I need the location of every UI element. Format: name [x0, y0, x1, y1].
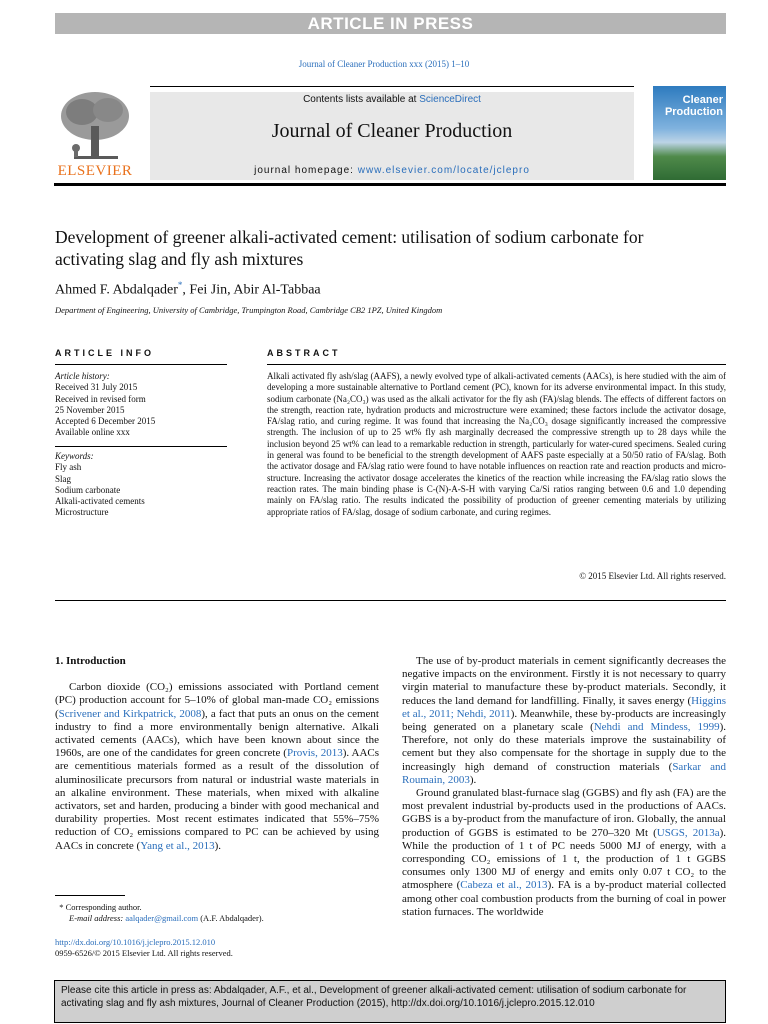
keyword-item: Fly ash	[55, 462, 82, 473]
homepage-line	[150, 165, 634, 176]
article-in-press-banner: ARTICLE IN PRESS	[55, 13, 726, 34]
journal-title: Journal of Cleaner Production	[271, 120, 513, 142]
history-rule	[55, 446, 227, 447]
contents-line	[150, 94, 634, 105]
cover-title: Cleaner Production	[664, 94, 723, 118]
tree-icon	[54, 88, 136, 162]
journal-reference-link[interactable]: Journal of Cleaner Production xxx (2015) 1–10	[298, 59, 470, 69]
paragraph: Carbon dioxide (CO₂) emissions associated with Portland cement (PC) production account for 5–10% of global man-made CO₂ emissions (Scrivener and Kirkpatrick, 2008), a fact that puts an onus on the cement industry to find a more environmentally benign alternative. Alkali activated cements (AACs), which have been known about since the 1960s, are one of the candidates for green concrete (Provis, 2013). AACs are cementitious materials formed as a result of the dissolution of aluminosilicate precursors from natural or industrial waste materials in an alkaline environment. These materials, when mixed with alkaline activators, set and harden, producing a binder with good mechanical and durability properties. Most recent estimates indicated that 55%–75% reduction of CO₂ emissions compared to PC can be achieved by using AACs in concrete (Yang et al., 2013).	[55, 681, 380, 852]
keywords-label: Keywords:	[55, 451, 94, 461]
keywords	[55, 451, 227, 519]
author-list	[55, 280, 321, 299]
journal-header	[150, 92, 634, 180]
abstract-bottom-rule	[55, 600, 726, 601]
contents-prefix: Contents lists available at	[303, 94, 420, 105]
section-heading: 1. Introduction	[55, 655, 126, 667]
header-bottom-rule	[54, 183, 726, 186]
doi-block	[55, 937, 375, 959]
issn-line: 0959-6526/© 2015 Elsevier Ltd. All rights reserved.	[55, 948, 233, 958]
header-top-rule	[150, 86, 634, 87]
abstract-rule	[267, 364, 726, 365]
article-info-heading: ARTICLE INFO	[55, 348, 154, 358]
article-info-rule	[55, 364, 227, 365]
abstract-copyright: © 2015 Elsevier Ltd. All rights reserved.	[579, 571, 726, 581]
history-label: Article history:	[55, 371, 110, 381]
affiliation: Department of Engineering, University of Cambridge, Trumpington Road, Cambridge CB2 1PZ, United Kingdom	[55, 305, 443, 315]
paragraph: Ground granulated blast-furnace slag (GGBS) and fly ash (FA) are the most prevalent industrial by-products used in the productions of AACs. GGBS is a by-product from the manufacture of iron. Globally, the annual production of GGBS is estimated to be 270–320 Mt (USGS, 2013a). While the production of 1 t of PC needs 5000 MJ of energy, with a corresponding CO₂ emissions of 1 t, the production of 1 t GGBS consumes only 1300 MJ of energy and emits only 0.07 t CO₂ to the atmosphere (Cabeza et al., 2013). FA is a by-product material collected among other coal combustion products from the burning of coal in power station furnaces. The worldwide	[402, 787, 726, 918]
keyword-item: Microstructure	[55, 507, 109, 518]
citation-link[interactable]: Sarkar and Roumain, 2003	[402, 760, 727, 786]
history-item: Available online xxx	[55, 427, 130, 438]
citation-link[interactable]: USGS, 2013a	[656, 826, 720, 839]
keyword-item: Slag	[55, 473, 72, 484]
footnote-corresponding: * Corresponding author.	[59, 902, 142, 912]
doi-link[interactable]: http://dx.doi.org/10.1016/j.jclepro.2015.12.010	[55, 937, 216, 947]
footnote-email: E-mail address: aalqader@gmail.com (A.F. Abdalqader).	[69, 913, 264, 923]
citation-link[interactable]: Nehdi and Mindess, 1999	[593, 721, 720, 734]
corresponding-author-mark[interactable]: *	[177, 280, 183, 290]
article-history	[55, 371, 227, 439]
paragraph: The use of by-product materials in cement significantly decreases the negative impacts on the environment. Firstly it is not necessary to quarry virgin material to manufacture these by-product materials. Secondly, it reduces the land demand for landfilling. Finally, it saves energy (Higgins et al., 2011; Nehdi, 2011). Meanwhile, these by-products are increasingly being generated on a planetary scale (Nehdi and Mindess, 1999). Therefore, not only do these materials improve the sustainability of cement but they also compensate for the shortage in supply due to the increasingly high demand of construction materials (Sarkar and Roumain, 2003).	[402, 655, 727, 786]
keyword-item: Alkali-activated cements	[55, 496, 145, 507]
citation-link[interactable]: Higgins et al., 2011; Nehdi, 2011	[402, 694, 726, 720]
citation-box: Please cite this article in press as: Abdalqader, A.F., et al., Development of greener alkali-activated cement: utilisation of sodium carbonate for activating slag and fly ash mixtures, Journal of Cleaner Production (2015), http://dx.doi.org/10.1016/j.jclepro.2015.12.010	[54, 980, 726, 1023]
citation-link[interactable]: Cabeza et al., 2013	[460, 879, 548, 892]
co-authors[interactable]: , Fei Jin, Abir Al-Tabbaa	[182, 282, 321, 298]
email-link[interactable]: aalqader@gmail.com	[125, 913, 199, 923]
elsevier-logo[interactable]	[54, 88, 136, 180]
history-item: Received in revised form	[55, 393, 146, 404]
history-item: Received 31 July 2015	[55, 382, 138, 393]
journal-cover-image[interactable]	[653, 86, 726, 180]
keyword-item: Sodium carbonate	[55, 484, 121, 495]
body-column-right	[402, 655, 726, 919]
article-title: Development of greener alkali-activated cement: utilisation of sodium carbonate for activating slag and fly ash mixtures	[55, 227, 644, 269]
author-name[interactable]: Ahmed F. Abdalqader	[55, 282, 178, 298]
citation-link[interactable]: Scrivener and Kirkpatrick, 2008	[58, 707, 202, 720]
citation-link[interactable]: Provis, 2013	[286, 747, 343, 760]
history-item: 25 November 2015	[55, 404, 125, 415]
citation-link[interactable]: Yang et al., 2013	[140, 839, 215, 852]
history-item: Accepted 6 December 2015	[55, 416, 156, 427]
footnote-rule	[55, 895, 125, 896]
abstract-heading: ABSTRACT	[267, 348, 341, 358]
sciencedirect-link[interactable]: ScienceDirect	[419, 94, 481, 105]
body-column-left	[55, 655, 379, 853]
publisher-name: ELSEVIER	[57, 163, 133, 179]
abstract-text: Alkali activated fly ash/slag (AAFS), a newly evolved type of alkali-activated cements (AACs), is here studied with the aim of developing a more sustainable alternative to Portland cement (PC), known for its adverse environmental impact. In this study, sodium carbonate (Na₂CO₃) was used as the alkali activator for the fly ash (FA)/slag blends. The effects of different factors on the strength, reaction rate, hydration products and microstructure were examined; these factors include the activator dosage, FA/slag ratio, and curing regime. It was found that increasing the Na₂CO₃ dosage significantly increased the compressive strength. The inclusion of up to 25 wt% fly ash marginally decreased the compressive strength up to 28 days while the inclusion beyond 25 wt% can lead to a remarkable reduction in strength, particularly for water-cured specimens. Sealed curing in general was found to be beneficial to the strength development of AAFS paste especially at a 50/50 ratio of FA/slag. Both the activator dosage and FA/slag ratio were found to have notable influences on reaction rate and reaction products and micro-structure. Increasing the activator dosage accelerates the kinetics of the reaction while increasing the FA/slag ratio slows the reaction rates. The main binding phase is C-(N)-A-S-H with varying Ca/Si ratios ranging between 0.6 and 1.0 depending mainly on FA/slag ratio. The results indicated the possibility of production of greener cementing materials by utilizing appropriate ratios of FA/slag, dosage of sodium carbonate, and curing regimes.	[267, 371, 726, 517]
homepage-prefix: journal homepage:	[254, 165, 358, 176]
homepage-link[interactable]: www.elsevier.com/locate/jclepro	[357, 165, 530, 176]
footnote	[55, 902, 375, 924]
